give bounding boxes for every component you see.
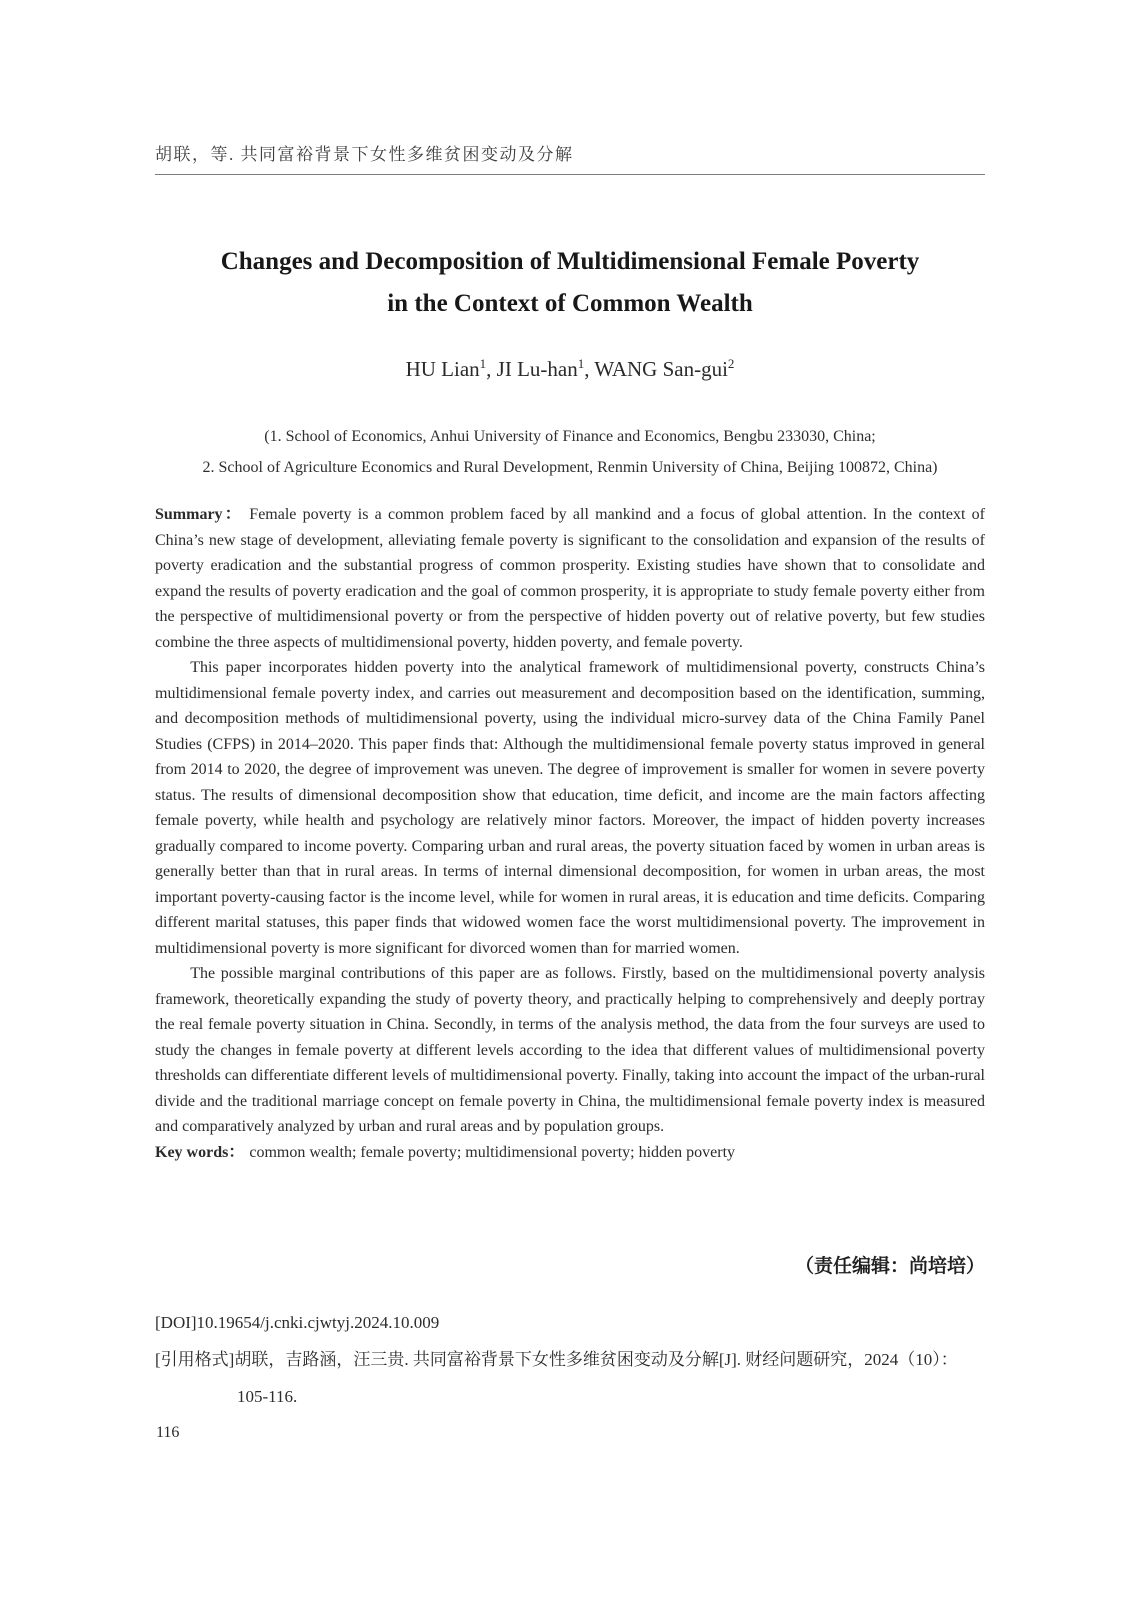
author-separator: , [584,357,595,381]
citation-line: [引用格式]胡联，吉路涵，汪三贵. 共同富裕背景下女性多维贫困变动及分解[J]. 财经问题研究，2024（10）： [155,1350,958,1369]
author-name: HU Lian [405,357,480,381]
summary-paragraph-3: The possible marginal contributions of this paper are as follows. Firstly, based on the multidimensional poverty analysis framework, theoretically expanding the study of poverty theory, and practically helping to comprehensively and deeply portray the real female poverty situation in China. Secondly, in terms of the analysis method, the data from the four surveys are used to study the changes in female poverty at different levels according to the idea that different values of multidimensional poverty thresholds can differentiate different levels of multidimensional poverty. Finally, taking into account the impact of the urban-rural divide and the traditional marriage concept on female poverty in China, the multidimensional female poverty index is measured and comparatively analyzed by urban and rural areas and by population groups. [155,965,985,1135]
author-separator: , [486,357,497,381]
article-title [155,241,985,325]
summary-block [155,502,985,1165]
keywords-text: common wealth; female poverty; multidimensional poverty; hidden poverty [249,1143,736,1161]
affiliation-line: 2. School of Agriculture Economics and Rural Development, Renmin University of China, Beijing 100872, China) [202,459,938,476]
citation-line-continuation: 105-116. [237,1387,298,1406]
article-title-line2: in the Context of Common Wealth [387,290,753,317]
managing-editor-note: （责任编辑：尚培培） [794,1256,985,1277]
author-affiliation-marker: 1 [479,356,487,371]
summary-paragraph-1-text: Female poverty is a common problem faced by all mankind and a focus of global attention. In the context of China’s new stage of development, alleviating female poverty is significant to the consolidation and expansion of the results of poverty eradication and the substantial progress of common prosperity. Existing studies have shown that to consolidate and expand the results of poverty eradication and the goal of common prosperity, it is appropriate to study female poverty either from the perspective of multidimensional poverty or from the perspective of hidden poverty out of relative poverty, but few studies combine the three aspects of multidimensional poverty, hidden poverty, and female poverty. [155,506,986,651]
summary-paragraph-2: This paper incorporates hidden poverty into the analytical framework of multidimensional poverty, constructs China’s multidimensional female poverty index, and carries out measurement and decomposition based on the identification, summing, and decomposition methods of multidimensional poverty, using the individual micro-survey data of the China Family Panel Studies (CFPS) in 2014–2020. This paper finds that: Although the multidimensional female poverty status improved in general from 2014 to 2020, the degree of improvement was uneven. The degree of improvement is smaller for women in severe poverty status. The results of dimensional decomposition show that education, time deficit, and income are the main factors affecting female poverty, while health and psychology are relatively minor factors. Moreover, the impact of hidden poverty increases gradually compared to income poverty. Comparing urban and rural areas, the poverty situation faced by women in urban areas is generally better than that in rural areas. In terms of internal dimensional decomposition, for women in urban areas, the most important poverty-causing factor is the income level, while for women in rural areas, it is education and time deficits. Comparing different marital statuses, this paper finds that widowed women face the worst multidimensional poverty. The improvement in multidimensional poverty is more significant for divorced women than for married women. [155,659,985,957]
running-header: 胡联，等. 共同富裕背景下女性多维贫困变动及分解 [155,140,985,175]
affiliation-line: (1. School of Economics, Anhui University of Finance and Economics, Bengbu 233030, China; [264,428,876,445]
authors-line [155,357,985,382]
page-number: 116 [156,1424,180,1441]
summary-label: Summary： [155,506,244,523]
author-affiliation-marker: 1 [577,356,585,371]
article-title-line1: Changes and Decomposition of Multidimensional Female Poverty [220,248,920,275]
keywords-line [155,1140,985,1166]
affiliations-block [155,421,985,483]
summary-paragraph-1 [155,502,985,655]
author-name: JI Lu-han [496,357,578,381]
author-name: WANG San-gui [594,357,728,381]
citation-block [155,1304,995,1415]
keywords-label: Key words： [155,1143,245,1161]
author-affiliation-marker: 2 [727,356,735,371]
doi-line: [DOI]10.19654/j.cnki.cjwtyj.2024.10.009 [155,1313,440,1332]
